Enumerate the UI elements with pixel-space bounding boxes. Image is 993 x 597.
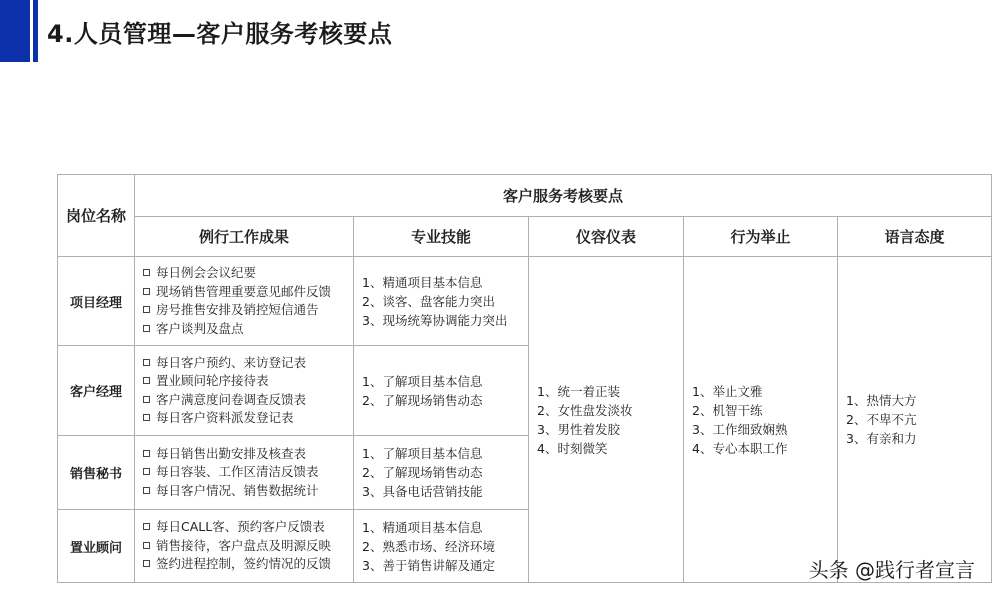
appearance-item: 3、男性着发胶 — [537, 421, 620, 437]
watermark: 头条 @践行者宣言 — [808, 558, 975, 582]
appearance-item: 4、时刻微笑 — [537, 440, 608, 456]
work-item: 每日客户资料派发登记表 — [156, 410, 294, 425]
attitude-item: 1、热情大方 — [846, 393, 917, 408]
checkbox-square-icon — [143, 396, 150, 403]
column-header-skills: 专业技能 — [354, 217, 529, 257]
role-name: 置业顾问 — [58, 510, 135, 583]
attitude-item: 3、有亲和力 — [846, 431, 917, 446]
skill-item: 1、了解项目基本信息 — [362, 373, 483, 389]
behavior-cell — [684, 257, 838, 583]
skill-item: 2、谈客、盘客能力突出 — [362, 293, 495, 309]
appearance-cell — [529, 257, 684, 583]
behavior-item: 1、举止文雅 — [692, 383, 763, 399]
checkbox-square-icon — [143, 542, 150, 549]
title-accent-stripe — [33, 0, 38, 62]
page-title: 4.人员管理—客户服务考核要点 — [47, 20, 393, 48]
skill-item: 3、善于销售讲解及通定 — [362, 557, 495, 573]
attitude-item: 2、不卑不亢 — [846, 412, 917, 427]
column-header-behavior: 行为举止 — [684, 217, 838, 257]
checkbox-square-icon — [143, 560, 150, 567]
skill-item: 1、精通项目基本信息 — [362, 274, 483, 290]
work-item: 房号推售安排及销控短信通告 — [156, 302, 319, 317]
work-cell — [135, 346, 354, 436]
skill-item: 2、了解现场销售动态 — [362, 392, 483, 408]
skills-cell — [354, 346, 529, 436]
skill-item: 1、了解项目基本信息 — [362, 446, 483, 461]
work-item: 销售接待，客户盘点及明源反映 — [156, 537, 332, 553]
checkbox-square-icon — [143, 325, 150, 332]
service-assessment-table — [57, 174, 992, 583]
work-item: 客户谈判及盘点 — [156, 320, 244, 336]
work-cell — [135, 510, 354, 583]
work-cell — [135, 257, 354, 346]
work-item: 每日CALL客、预约客户反馈表 — [156, 519, 325, 535]
skills-cell — [354, 257, 529, 346]
appearance-item: 1、统一着正装 — [537, 383, 620, 399]
skill-item: 3、具备电话营销技能 — [362, 484, 483, 499]
work-item: 客户满意度问卷调查反馈表 — [156, 391, 307, 407]
checkbox-square-icon — [143, 306, 150, 313]
work-cell — [135, 436, 354, 510]
group-header: 客户服务考核要点 — [135, 175, 992, 217]
work-item: 每日例会会议纪要 — [156, 265, 257, 280]
skill-item: 2、了解现场销售动态 — [362, 465, 483, 480]
checkbox-square-icon — [143, 359, 150, 366]
checkbox-square-icon — [143, 523, 150, 530]
skill-item: 1、精通项目基本信息 — [362, 519, 483, 535]
checkbox-square-icon — [143, 468, 150, 475]
attitude-cell — [838, 257, 992, 583]
table-row — [58, 257, 992, 346]
skill-item: 3、现场统筹协调能力突出 — [362, 312, 508, 328]
column-header-work: 例行工作成果 — [135, 217, 354, 257]
role-column-header: 岗位名称 — [58, 175, 135, 257]
work-item: 每日客户预约、来访登记表 — [156, 354, 307, 370]
checkbox-square-icon — [143, 414, 150, 421]
appearance-item: 2、女性盘发淡妆 — [537, 402, 633, 418]
checkbox-square-icon — [143, 487, 150, 494]
work-item: 每日容装、工作区清洁反馈表 — [156, 464, 319, 480]
checkbox-square-icon — [143, 450, 150, 457]
work-item: 每日销售出勤安排及核查表 — [156, 445, 307, 461]
checkbox-square-icon — [143, 269, 150, 276]
checkbox-square-icon — [143, 288, 150, 295]
title-accent-bar — [0, 0, 30, 62]
work-item: 每日客户情况、销售数据统计 — [156, 482, 319, 498]
role-name: 客户经理 — [58, 346, 135, 436]
behavior-item: 3、工作细致娴熟 — [692, 421, 788, 437]
skills-cell — [354, 510, 529, 583]
column-header-attitude: 语言态度 — [838, 217, 992, 257]
skill-item: 2、熟悉市场、经济环境 — [362, 538, 495, 554]
behavior-item: 4、专心本职工作 — [692, 440, 788, 456]
role-name: 销售秘书 — [58, 436, 135, 510]
work-item: 置业顾问轮序接待表 — [156, 373, 269, 388]
column-header-appearance: 仪容仪表 — [529, 217, 684, 257]
work-item: 现场销售管理重要意见邮件反馈 — [156, 283, 332, 299]
skills-cell — [354, 436, 529, 510]
work-item: 签约进程控制，签约情况的反馈 — [156, 556, 332, 572]
behavior-item: 2、机智干练 — [692, 402, 763, 418]
role-name: 项目经理 — [58, 257, 135, 346]
checkbox-square-icon — [143, 377, 150, 384]
